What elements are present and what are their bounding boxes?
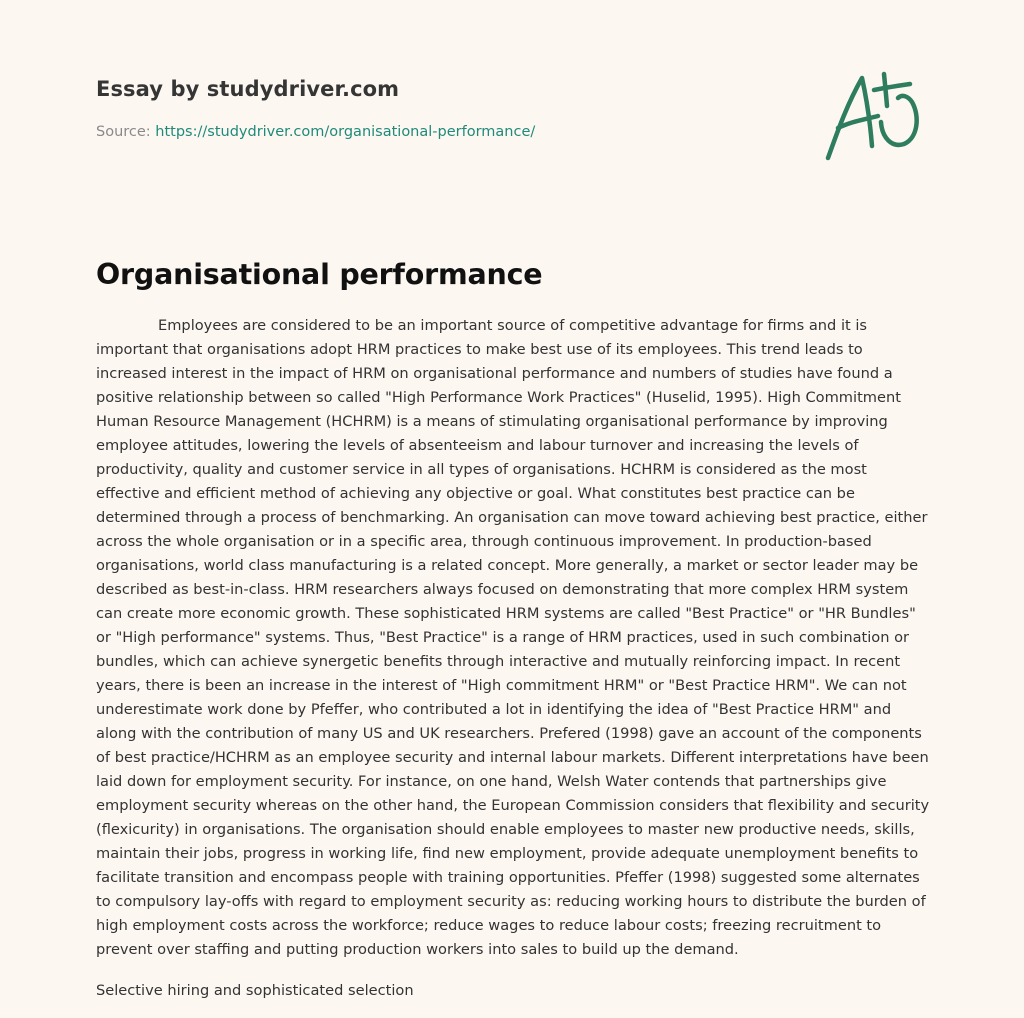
source-label: Source:: [96, 124, 151, 140]
essay-paragraph: Employees are considered to be an important source of competitive advantage for firms and it is important that organisations adopt HRM practices to make best use of its employees. This trend leads to increased interest in the impact of HRM on organisational performance and numbers of studies have found a positive relationship between so called "High Performance Work Practices" (Huselid, 1995). High Commitment Human Resource Management (HCHRM) is a means of stimulating organisational performance by improving employee attitudes, lowering the levels of absenteeism and labour turnover and increasing the levels of productivity, quality and customer service in all types of organisations. HCHRM is considered as the most effective and efficient method of achieving any objective or goal. What constitutes best practice can be determined through a process of benchmarking. An organisation can move toward achieving best practice, either across the whole organisation or in a specific area, through continuous improvement. In production-based organisations, world class manufacturing is a related concept. More generally, a market or sector leader may be described as best-in-class. HRM researchers always focused on demonstrating that more complex HRM system can create more economic growth. These sophisticated HRM systems are called "Best Practice" or "HR Bundles" or "High performance" systems. Thus, "Best Practice" is a range of HRM practices, used in such combination or bundles, which can achieve synergetic benefits through interactive and mutually reinforcing impact. In recent years, there is been an increase in the interest of "High commitment HRM" or "Best Practice HRM". We can not underestimate work done by Pfeffer, who contributed a lot in identifying the idea of "Best Practice HRM" and along with the contribution of many US and UK researchers. Prefered (1998) gave an account of the components of best practice/HCHRM as an employee security and internal labour markets. Different interpretations have been laid down for employment security. For instance, on one hand, Welsh Water contends that partnerships give employment security whereas on the other hand, the European Commission considers that flexibility and security (flexicurity) in organisations. The organisation should enable employees to master new productive needs, skills, maintain their jobs, progress in working life, find new employment, provide adequate unemployment benefits to facilitate transition and encompass people with training opportunities. Pfeffer (1998) suggested some alternates to compulsory lay-offs with regard to employment security as: reducing working hours to distribute the burden of high employment costs across the workforce; reduce wages to reduce labour costs; freezing recruitment to prevent over staffing and putting production workers into sales to build up the demand.: [96, 317, 930, 958]
a-plus-grade-icon: [818, 66, 928, 166]
source-link[interactable]: https://studydriver.com/organisational-performance/: [155, 124, 536, 140]
a-plus-logo-graphic: [818, 66, 928, 166]
essay-title: Organisational performance: [96, 258, 543, 291]
source-line: [96, 122, 796, 142]
essay-header: [96, 74, 796, 142]
section-subheading: Selective hiring and sophisticated selection: [96, 982, 414, 999]
site-brand: Essay by studydriver.com: [96, 77, 400, 101]
